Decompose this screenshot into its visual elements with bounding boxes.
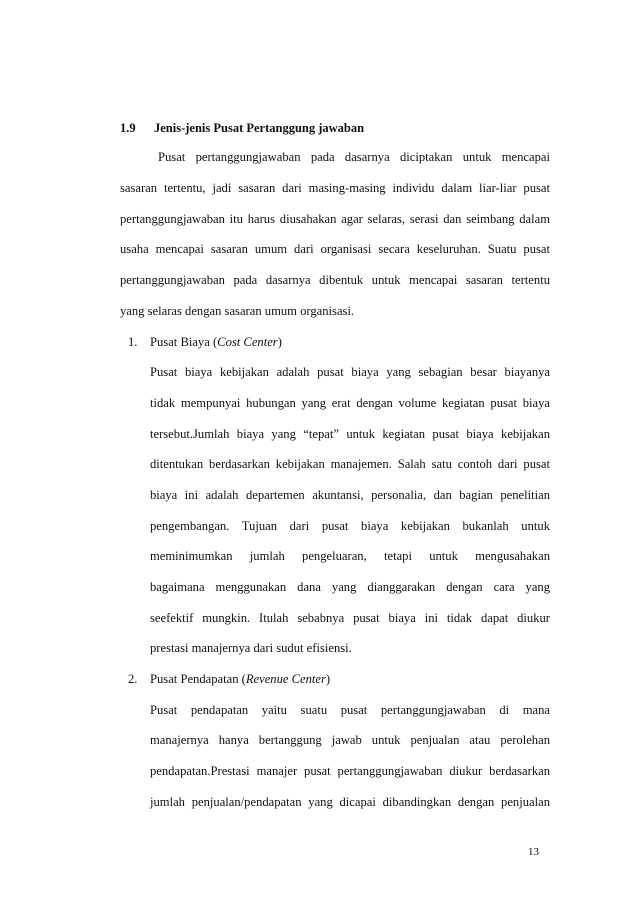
- paragraph-line: tersebut.Jumlah biaya yang “tepat” untuk kegiatan pusat biaya kebijakan: [150, 427, 550, 441]
- intro-line: pertanggungjawaban pada dasarnya dibentuk untuk mencapai sasaran tertentu: [120, 273, 550, 287]
- paragraph-line: ditentukan berdasarkan kebijakan manajemen. Salah satu contoh dari pusat: [150, 457, 550, 471]
- intro-line: yang selaras dengan sasaran umum organisasi.: [120, 304, 355, 318]
- paragraph-line: pengembangan. Tujuan dari pusat biaya kebijakan bukanlah untuk: [150, 519, 550, 533]
- paragraph-line: Pusat biaya kebijakan adalah pusat biaya yang sebagian besar biayanya: [150, 365, 550, 379]
- paragraph-line: prestasi manajernya dari sudut efisiensi.: [150, 641, 352, 655]
- list-number: 1.: [128, 335, 138, 349]
- section-title: Jenis-jenis Pusat Pertanggung jawaban: [154, 121, 365, 135]
- section-number: 1.9: [120, 121, 136, 135]
- page-number: 13: [528, 846, 539, 858]
- intro-line: Pusat pertanggungjawaban pada dasarnya diciptakan untuk mencapai: [158, 150, 550, 164]
- intro-line: sasaran tertentu, jadi sasaran dari masing-masing individu dalam liar-liar pusat: [120, 181, 550, 195]
- paragraph-line: tidak mempunyai hubungan yang erat dengan volume kegiatan pusat biaya: [150, 396, 550, 410]
- list-item-cost-center: 1. Pusat Biaya (Cost Center): [128, 335, 282, 349]
- section-heading: [120, 121, 550, 136]
- paragraph-line: jumlah penjualan/pendapatan yang dicapai dibandingkan dengan penjualan: [150, 795, 550, 809]
- paragraph-line: pendapatan.Prestasi manajer pusat pertanggungjawaban diukur berdasarkan: [150, 764, 550, 778]
- term-italic: Revenue Center: [245, 672, 326, 686]
- intro-line: pertanggungjawaban itu harus diusahakan agar selaras, serasi dan seimbang dalam: [120, 212, 550, 226]
- paragraph-line: bagaimana menggunakan dana yang dianggarakan dengan cara yang: [150, 580, 550, 594]
- paragraph-line: Pusat pendapatan yaitu suatu pusat pertanggungjawaban di mana: [150, 703, 550, 717]
- paragraph-line: meminimumkan jumlah pengeluaran, tetapi untuk mengusahakan: [150, 549, 550, 563]
- paragraph-line: manajernya hanya bertanggung jawab untuk penjualan atau perolehan: [150, 733, 550, 747]
- paragraph-line: biaya ini adalah departemen akuntansi, personalia, dan bagian penelitian: [150, 488, 550, 502]
- list-number: 2.: [128, 672, 138, 686]
- list-item-revenue-center: 2. Pusat Pendapatan (Revenue Center): [128, 672, 331, 686]
- intro-line: usaha mencapai sasaran umum dari organisasi secara keseluruhan. Suatu pusat: [120, 242, 550, 256]
- paragraph-line: seefektif mungkin. Itulah sebabnya pusat biaya ini tidak dapat diukur: [150, 611, 550, 625]
- term-italic: Cost Center: [217, 335, 278, 349]
